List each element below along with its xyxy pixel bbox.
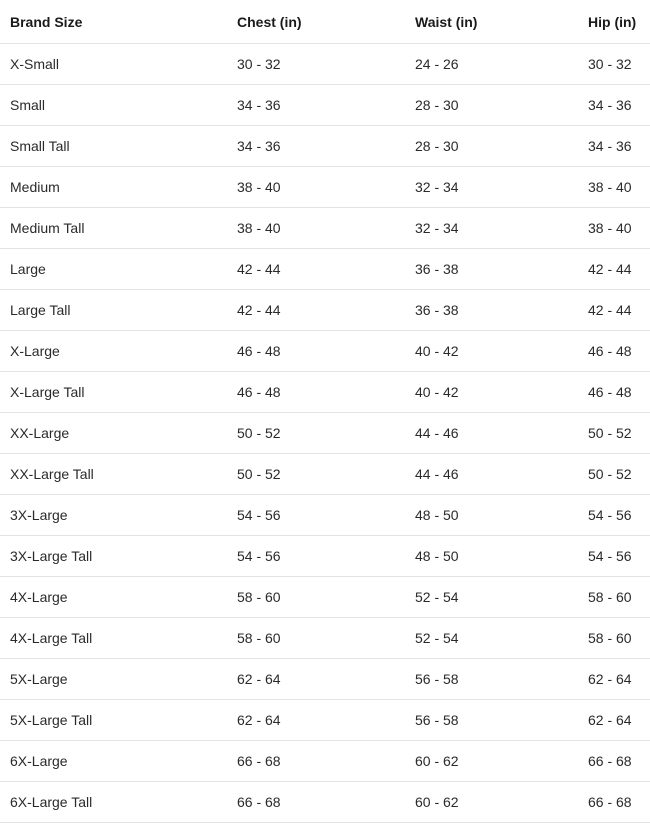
cell-hip: 46 - 48	[588, 331, 650, 372]
cell-waist: 36 - 38	[415, 249, 588, 290]
cell-hip: 66 - 68	[588, 741, 650, 782]
cell-chest: 54 - 56	[237, 495, 415, 536]
cell-waist: 40 - 42	[415, 372, 588, 413]
table-row	[0, 741, 650, 782]
cell-hip: 50 - 52	[588, 413, 650, 454]
cell-hip: 42 - 44	[588, 290, 650, 331]
header-hip: Hip (in)	[588, 0, 650, 44]
cell-hip: 62 - 64	[588, 700, 650, 741]
cell-brand-size: 4X-Large	[0, 577, 237, 618]
cell-brand-size: 6X-Large	[0, 741, 237, 782]
cell-brand-size: Small Tall	[0, 126, 237, 167]
table-row	[0, 536, 650, 577]
table-row	[0, 454, 650, 495]
cell-brand-size: 6X-Large Tall	[0, 782, 237, 823]
cell-hip: 54 - 56	[588, 536, 650, 577]
cell-hip: 58 - 60	[588, 618, 650, 659]
cell-waist: 36 - 38	[415, 290, 588, 331]
table-row	[0, 85, 650, 126]
table-row	[0, 126, 650, 167]
cell-waist: 44 - 46	[415, 413, 588, 454]
table-row	[0, 208, 650, 249]
cell-brand-size: 5X-Large Tall	[0, 700, 237, 741]
cell-hip: 38 - 40	[588, 167, 650, 208]
cell-hip: 66 - 68	[588, 782, 650, 823]
cell-chest: 54 - 56	[237, 536, 415, 577]
table-row	[0, 782, 650, 823]
cell-brand-size: 3X-Large	[0, 495, 237, 536]
cell-chest: 50 - 52	[237, 454, 415, 495]
cell-hip: 58 - 60	[588, 577, 650, 618]
cell-chest: 38 - 40	[237, 208, 415, 249]
cell-waist: 56 - 58	[415, 700, 588, 741]
table-row	[0, 372, 650, 413]
cell-waist: 48 - 50	[415, 536, 588, 577]
cell-brand-size: 3X-Large Tall	[0, 536, 237, 577]
table-row	[0, 659, 650, 700]
cell-waist: 28 - 30	[415, 126, 588, 167]
cell-brand-size: XX-Large	[0, 413, 237, 454]
cell-chest: 30 - 32	[237, 44, 415, 85]
table-row	[0, 331, 650, 372]
cell-brand-size: Medium Tall	[0, 208, 237, 249]
cell-hip: 34 - 36	[588, 126, 650, 167]
table-row	[0, 44, 650, 85]
cell-brand-size: XX-Large Tall	[0, 454, 237, 495]
cell-waist: 40 - 42	[415, 331, 588, 372]
cell-brand-size: Medium	[0, 167, 237, 208]
cell-chest: 46 - 48	[237, 372, 415, 413]
table-row	[0, 413, 650, 454]
cell-hip: 30 - 32	[588, 44, 650, 85]
table-row	[0, 249, 650, 290]
cell-brand-size: X-Small	[0, 44, 237, 85]
cell-brand-size: 5X-Large	[0, 659, 237, 700]
cell-brand-size: Small	[0, 85, 237, 126]
cell-hip: 38 - 40	[588, 208, 650, 249]
cell-waist: 44 - 46	[415, 454, 588, 495]
cell-waist: 32 - 34	[415, 208, 588, 249]
cell-chest: 66 - 68	[237, 741, 415, 782]
cell-waist: 48 - 50	[415, 495, 588, 536]
header-waist: Waist (in)	[415, 0, 588, 44]
cell-brand-size: X-Large Tall	[0, 372, 237, 413]
table-row	[0, 167, 650, 208]
cell-hip: 42 - 44	[588, 249, 650, 290]
cell-waist: 24 - 26	[415, 44, 588, 85]
cell-chest: 58 - 60	[237, 618, 415, 659]
cell-hip: 50 - 52	[588, 454, 650, 495]
cell-chest: 38 - 40	[237, 167, 415, 208]
cell-chest: 50 - 52	[237, 413, 415, 454]
cell-chest: 34 - 36	[237, 126, 415, 167]
cell-chest: 58 - 60	[237, 577, 415, 618]
table-body	[0, 44, 650, 823]
cell-hip: 34 - 36	[588, 85, 650, 126]
cell-chest: 66 - 68	[237, 782, 415, 823]
table-row	[0, 700, 650, 741]
cell-hip: 62 - 64	[588, 659, 650, 700]
header-row	[0, 0, 650, 44]
table-row	[0, 577, 650, 618]
table-row	[0, 495, 650, 536]
cell-hip: 54 - 56	[588, 495, 650, 536]
cell-chest: 62 - 64	[237, 659, 415, 700]
cell-brand-size: Large Tall	[0, 290, 237, 331]
header-chest: Chest (in)	[237, 0, 415, 44]
cell-waist: 56 - 58	[415, 659, 588, 700]
table-row	[0, 618, 650, 659]
cell-brand-size: Large	[0, 249, 237, 290]
cell-waist: 52 - 54	[415, 577, 588, 618]
cell-hip: 46 - 48	[588, 372, 650, 413]
cell-brand-size: 4X-Large Tall	[0, 618, 237, 659]
cell-waist: 60 - 62	[415, 782, 588, 823]
cell-waist: 28 - 30	[415, 85, 588, 126]
table-header	[0, 0, 650, 44]
cell-waist: 60 - 62	[415, 741, 588, 782]
cell-chest: 42 - 44	[237, 290, 415, 331]
cell-chest: 42 - 44	[237, 249, 415, 290]
cell-brand-size: X-Large	[0, 331, 237, 372]
cell-chest: 62 - 64	[237, 700, 415, 741]
cell-waist: 32 - 34	[415, 167, 588, 208]
header-brand-size: Brand Size	[0, 0, 237, 44]
cell-waist: 52 - 54	[415, 618, 588, 659]
table-row	[0, 290, 650, 331]
cell-chest: 46 - 48	[237, 331, 415, 372]
cell-chest: 34 - 36	[237, 85, 415, 126]
